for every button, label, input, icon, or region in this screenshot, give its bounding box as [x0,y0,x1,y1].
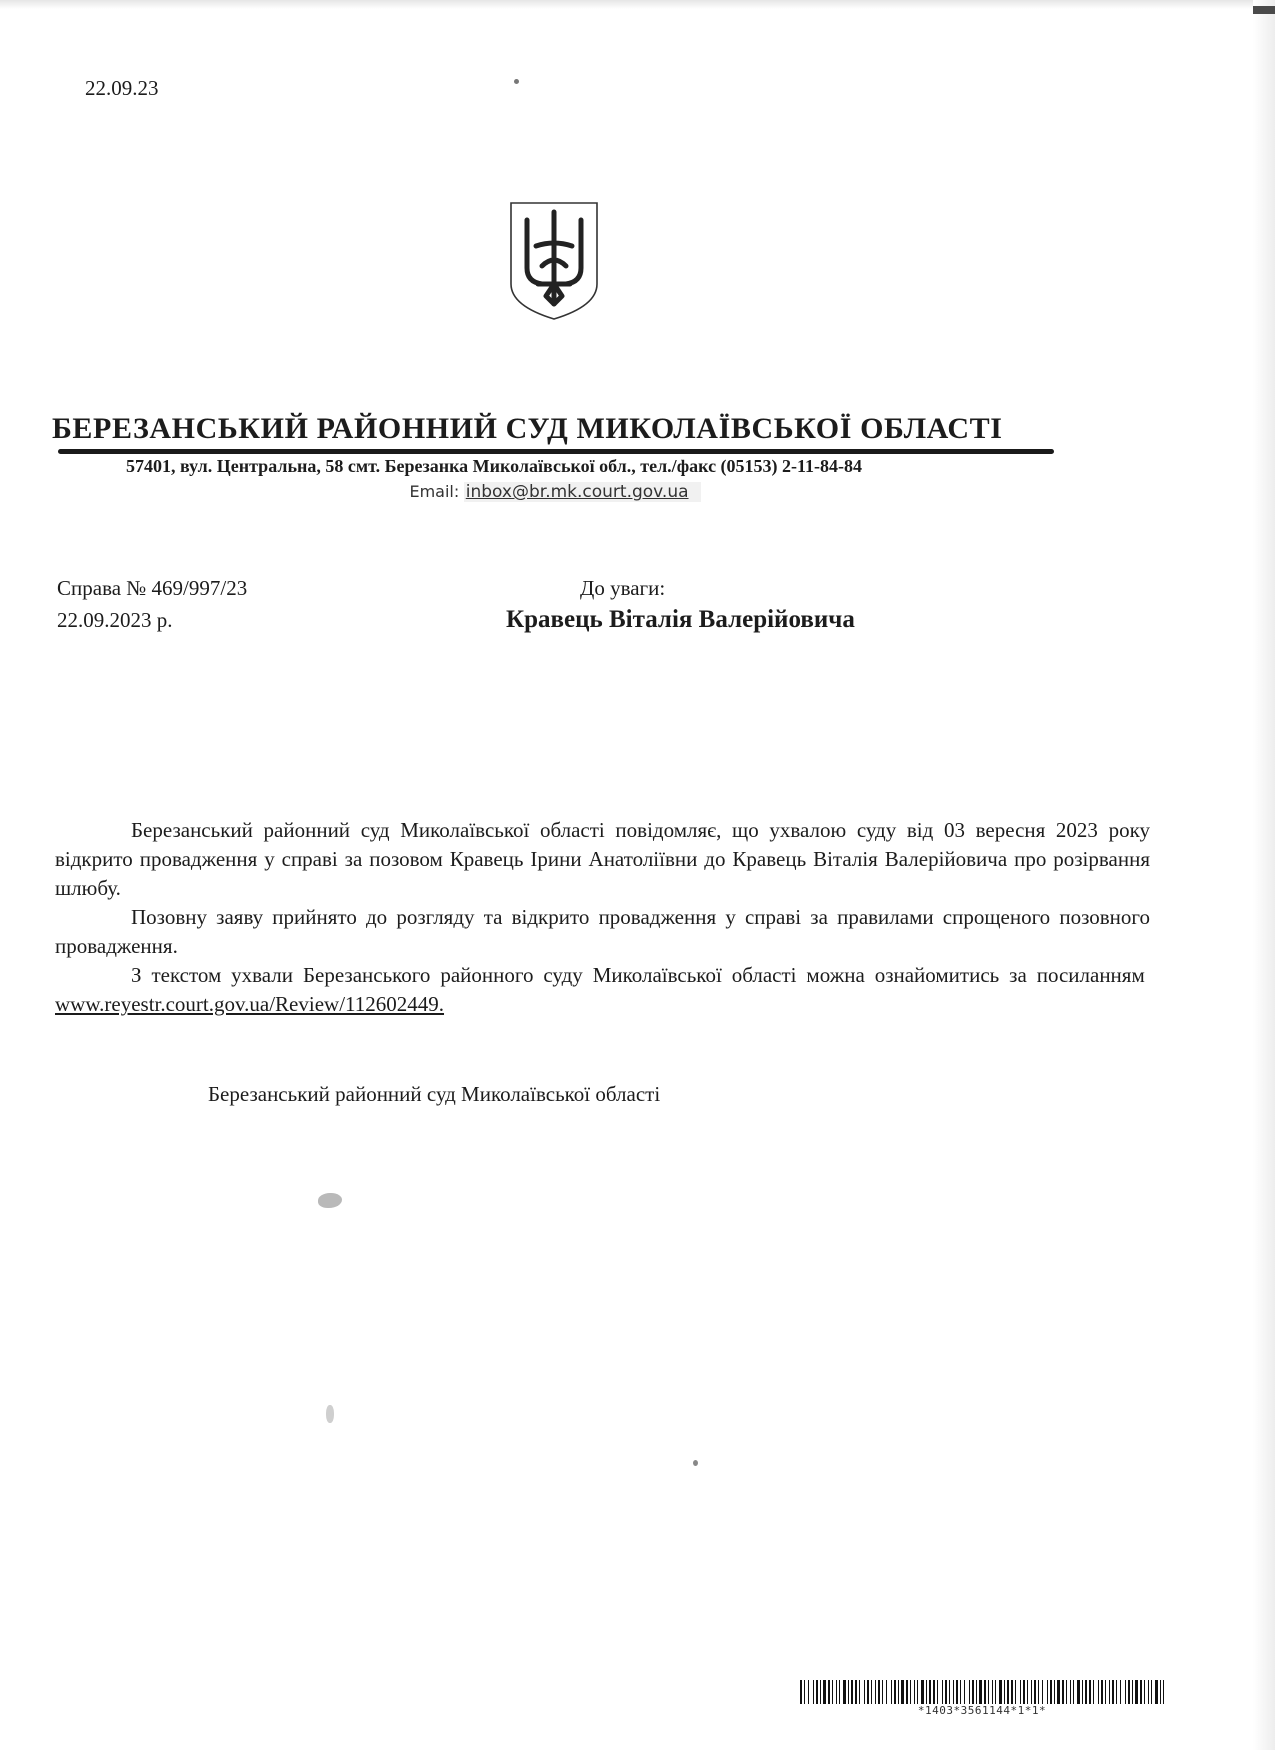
court-title: БЕРЕЗАНСЬКИЙ РАЙОННИЙ СУД МИКОЛАЇВСЬКОЇ ОБЛАСТІ [52,412,1003,445]
case-number: Справа № 469/997/23 [57,576,248,600]
email-link[interactable]: inbox@br.mk.court.gov.ua [464,482,701,502]
signature-line: Березанський районний суд Миколаївської області [208,1082,661,1106]
trident-emblem-icon [508,200,600,322]
notice-body [55,816,1150,1019]
email-line [0,481,1110,502]
case-date: 22.09.2023 р. [57,608,173,632]
attention-label: До уваги: [580,576,666,600]
scan-spot [318,1193,342,1208]
paragraph-3 [55,961,1150,1019]
paragraph-1: Березанський районний суд Миколаївської області повідомляє, що ухвалою суду від 03 вересня 2023 року відкрито провадження у справі за позовом Кравець Ірини Анатоліївни до Кравець Віталія Валерійовича про розірвання шлюбу. [55,818,1150,900]
barcode-icon [800,1680,1164,1704]
scan-corner-mark [1253,6,1275,14]
email-label: Email: [409,482,460,501]
scan-spot [514,79,519,84]
addressee-name: Кравець Віталія Валерійовича [506,606,855,633]
scan-spot [326,1405,334,1423]
document-date-top: 22.09.23 [85,76,159,100]
header-divider [58,449,1054,454]
scan-edge-right [1253,0,1275,1750]
scan-spot [693,1460,698,1466]
scan-edge-top [0,0,1275,9]
paragraph-3-text: З текстом ухвали Березанського районного суду Миколаївської області можна ознайомитись за посиланням [131,963,1145,987]
court-address: 57401, вул. Центральна, 58 смт. Березанка Миколаївської обл., тел./факс (05153) 2-11-84-84 [126,456,863,476]
paragraph-2: Позовну заяву прийнято до розгляду та відкрито провадження у справі за правилами спрощеного позовного провадження. [55,905,1150,958]
reyestr-link[interactable]: www.reyestr.court.gov.ua/Review/112602449. [55,992,445,1016]
barcode-number: *1403*3561144*1*1* [917,1704,1047,1717]
